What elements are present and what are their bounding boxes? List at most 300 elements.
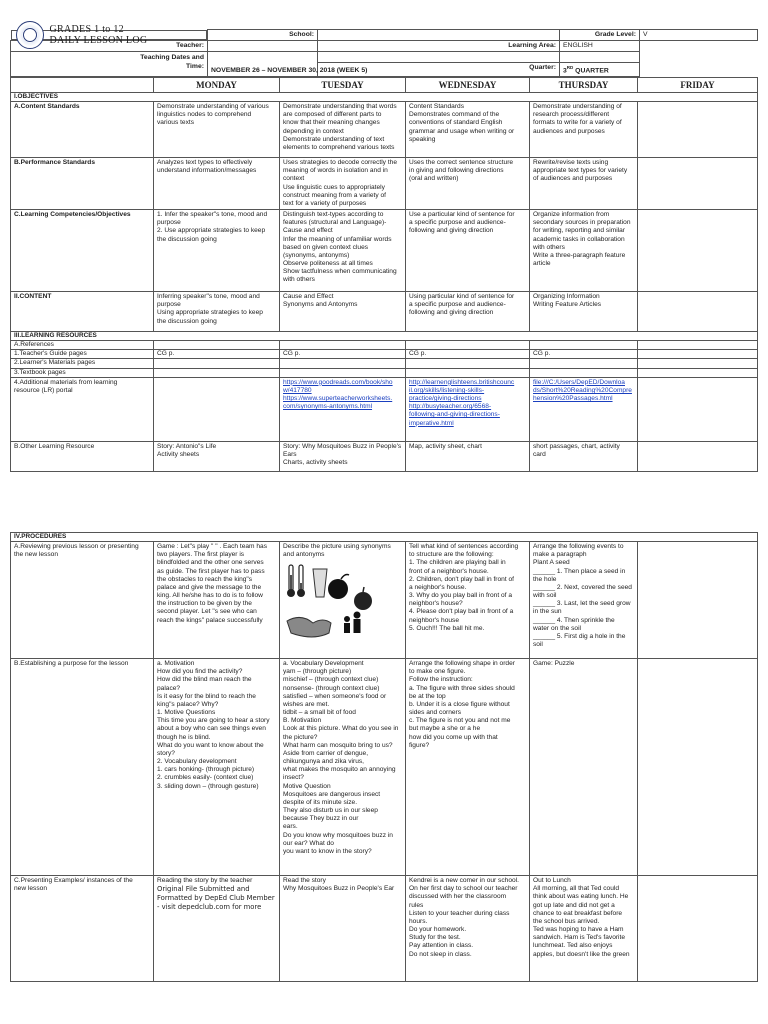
wednesday-cell[interactable] (406, 542, 530, 659)
text-line: purpose (157, 301, 181, 309)
text-line: front of a neighbor's house. (409, 567, 489, 575)
text-line: Ted was hoping to have a Ham (533, 926, 624, 934)
teachers-guide-row (11, 350, 758, 359)
friday-cell[interactable] (638, 876, 758, 982)
row-label: B.Other Learning Resource (11, 441, 154, 471)
text-line: Game : Let"s play " " . Each team has (157, 543, 268, 550)
text-line: a. Motivation (157, 660, 195, 667)
teacher-label: Teacher: (11, 41, 208, 52)
text-line: Do your homework. (409, 926, 467, 934)
text-line: palace and give the message to the (157, 583, 262, 591)
day-wednesday: WEDNESDAY (406, 78, 530, 93)
text-line: because They buzz in our (283, 815, 359, 823)
procedures-heading: IV.PROCEDURES (11, 533, 758, 542)
text-line: They also disturb us in our sleep (283, 807, 378, 815)
text-line: sides and corners (409, 709, 462, 717)
quarter-word: QUARTER (573, 66, 609, 74)
text-line: Listen to your teacher during class (409, 909, 510, 917)
resource-link[interactable]: com/synonyms-antonyms.html (283, 403, 373, 411)
text-line: Infer the meaning of unfamiliar words (283, 235, 392, 243)
text-line: Map, activity sheet, chart (409, 442, 482, 450)
text-line: apples, but doesn't like the green (533, 950, 630, 958)
tuesday-text (283, 543, 402, 559)
text-line: Look at this picture. What do you see in (283, 725, 399, 733)
resource-link[interactable]: ds/Short%20Reading%20Compre (533, 386, 632, 394)
content-standards-row (11, 102, 758, 158)
text-line: Original File Submitted and (157, 885, 250, 894)
text-line: the new lesson (14, 551, 58, 559)
performance-standards-row (11, 158, 758, 210)
tuesday-links[interactable] (280, 377, 406, 441)
monday-cell[interactable] (154, 341, 280, 350)
deped-club-signature (157, 885, 276, 911)
thursday-cell[interactable] (530, 441, 638, 471)
text-line: but maybe a she or a he (409, 725, 481, 733)
text-line: how did you come up with that (409, 733, 498, 741)
procedures-table (10, 532, 758, 982)
resource-link[interactable]: w/417780 (283, 386, 312, 394)
wednesday-cell[interactable] (406, 441, 530, 471)
resource-link[interactable]: following-and-giving-directions- (409, 411, 500, 419)
text-line: water on the soil (533, 624, 582, 632)
text-line: All morning, all that Ted could (533, 885, 620, 893)
text-line: Distinguish text-types according to (283, 211, 384, 219)
day-header-row (11, 78, 758, 93)
text-line: Rewrite/revise texts using (533, 159, 609, 166)
monday-cell[interactable] (154, 292, 280, 332)
resource-link[interactable]: http://busyteacher.org/6568- (409, 403, 492, 411)
text-line: hours. (409, 917, 428, 925)
friday-cell[interactable] (638, 210, 758, 292)
thursday-cell[interactable] (530, 359, 638, 368)
text-line: discussed with her the classroom (409, 893, 507, 901)
tuesday-cell[interactable] (280, 210, 406, 292)
text-line: you want to know in the story? (283, 847, 372, 855)
thursday-cell[interactable] (530, 210, 638, 292)
references-row (11, 341, 758, 350)
blank-label (318, 52, 560, 63)
teacher-field[interactable] (208, 41, 318, 52)
text-line: Write a three-paragraph feature (533, 251, 626, 259)
text-line: king"s palace? Why? (157, 700, 219, 708)
text-line: ______ 3. Last, let the seed grow (533, 600, 631, 608)
monday-cell[interactable] (154, 210, 280, 292)
friday-cell[interactable] (638, 542, 758, 659)
picture-collage (283, 561, 402, 651)
text-line: c. The figure is not you and not me (409, 717, 511, 725)
text-line: the school bus arrived. (533, 917, 600, 925)
row-label (11, 542, 154, 659)
wednesday-cell[interactable] (406, 210, 530, 292)
text-line: 1. Infer the speaker"s tone, mood and (157, 211, 268, 219)
text-line: Organizing Information (533, 293, 600, 301)
grade-level-label: Grade Level: (560, 30, 640, 41)
tuesday-cell[interactable] (280, 158, 406, 210)
learning-area-field[interactable]: ENGLISH (560, 41, 640, 52)
tuesday-cell[interactable] (280, 659, 406, 876)
text-line: (synonyms, antonyms) (283, 251, 350, 259)
bomb-icon (328, 575, 349, 600)
friday-cell[interactable] (638, 359, 758, 368)
text-line: in the sun (533, 608, 562, 616)
text-line: ______ 5. First dig a hole in the (533, 632, 626, 640)
wednesday-cell[interactable]: CG p. (406, 350, 530, 359)
text-line: Arrange the following events to (533, 543, 624, 550)
text-line: 3. sliding down – (through gesture) (157, 782, 259, 790)
text-line: 4.Additional materials from learning (14, 378, 118, 386)
wednesday-cell[interactable] (406, 359, 530, 368)
text-line: depending in context (283, 127, 344, 135)
handshake-icon (287, 618, 331, 638)
text-line: Game: Puzzle (533, 660, 575, 667)
resource-link[interactable]: practice/giving-directions (409, 395, 482, 403)
blank-field (560, 52, 640, 63)
text-line: figure? (409, 741, 430, 749)
row-label: C.Learning Competencies/Objectives (11, 210, 154, 292)
text-line: Study for the test. (409, 934, 461, 942)
tuesday-cell[interactable] (280, 441, 406, 471)
tuesday-cell[interactable] (280, 368, 406, 377)
text-line: 1. The children are playing ball in (409, 559, 506, 567)
row-label: 3.Textbook pages (11, 368, 154, 377)
text-line: Pay attention in class. (409, 942, 474, 950)
friday-cell[interactable] (638, 377, 758, 441)
text-line: Arrange the following shape in order (409, 660, 515, 667)
text-line: card (533, 450, 546, 458)
other-resources-row (11, 441, 758, 471)
monday-cell[interactable] (154, 876, 280, 982)
resource-link[interactable]: https://www.goodreads.com/book/sho (283, 378, 393, 386)
text-line: resource (LR) portal (14, 386, 73, 394)
text-line: Using particular kind of sentence for (409, 293, 515, 301)
text-line: linguistics nodes to comprehend (157, 111, 252, 119)
text-line: formats to write for a variety of (533, 119, 622, 127)
text-line: rules (409, 901, 424, 909)
dates-label-line-1: Teaching Dates and (140, 54, 204, 61)
text-line: Do you know why mosquitoes buzz in (283, 831, 393, 839)
text-line: Kendrei is a new comer in our school. (409, 877, 519, 884)
resource-link[interactable]: https://www.superteacherworksheets. (283, 395, 393, 403)
text-line: Use a particular kind of sentence for (409, 211, 515, 219)
text-line: make a paragraph (533, 551, 587, 559)
text-line: Motive Question (283, 782, 331, 790)
wednesday-cell[interactable] (406, 292, 530, 332)
text-line: despite of its minute size. (283, 798, 358, 806)
text-line: Demonstrate understanding that words (283, 103, 397, 110)
thursday-cell[interactable] (530, 102, 638, 158)
text-line: Out to Lunch (533, 877, 571, 884)
monday-cell[interactable]: CG p. (154, 350, 280, 359)
text-line: Demonstrate understanding of various (157, 103, 269, 110)
text-line: following and giving direction (409, 309, 494, 317)
tuesday-cell[interactable] (280, 292, 406, 332)
text-line: Demonstrate understanding of (533, 103, 622, 110)
text-line: Reading the story by the teacher (157, 877, 253, 884)
row-label: A.References (11, 341, 154, 350)
row-label: B.Performance Standards (11, 158, 154, 210)
text-line: Read the story (283, 877, 326, 884)
text-line: Uses strategies to decode correctly the (283, 159, 397, 166)
resources-section-row (11, 332, 758, 341)
text-line: blindfolded and the other one serves (157, 559, 264, 567)
text-line: got up late and did not get a (533, 901, 615, 909)
header-table (10, 23, 758, 77)
text-line: Cause and Effect (283, 293, 334, 301)
resource-link[interactable]: imperative.html (409, 419, 454, 427)
row-label: 1.Teacher's Guide pages (11, 350, 154, 359)
thursday-cell[interactable] (530, 292, 638, 332)
text-line: for writing, reporting and similar (533, 227, 625, 235)
text-line: B.Establishing a purpose for the lesson (14, 660, 129, 667)
text-line: short passages, chart, activity (533, 442, 620, 450)
resource-link[interactable]: hension%20Passages.html (533, 395, 613, 403)
row-label (11, 659, 154, 876)
school-label: School: (208, 30, 318, 41)
text-line: elements to comprehend various texts (283, 143, 395, 151)
resource-link[interactable]: file:///C:/Users/DepED/Downloa (533, 378, 625, 386)
text-line: are composed of different parts to (283, 111, 382, 119)
friday-cell[interactable] (638, 659, 758, 876)
text-line: secondary sources in preparation (533, 219, 631, 227)
text-line: two players. The first player is (157, 551, 245, 559)
apple-icon (354, 587, 372, 610)
text-line: Is it easy for the blind to reach the (157, 692, 256, 700)
text-line: tidbit – a small bit of food (283, 709, 356, 717)
friday-cell[interactable] (638, 292, 758, 332)
learners-materials-row (11, 359, 758, 368)
text-line: ______ 2. Next, covered the seed (533, 583, 632, 591)
tuesday-cell[interactable] (280, 359, 406, 368)
thursday-cell[interactable] (530, 368, 638, 377)
resource-link[interactable]: il.org/skills/listening-skills- (409, 386, 485, 394)
resource-link[interactable]: http://learnenglishteens.britishcounc (409, 378, 515, 386)
text-line: Inferring speaker"s tone, mood and (157, 293, 260, 301)
tuesday-cell[interactable]: CG p. (280, 350, 406, 359)
text-line: a specific purpose and audience- (409, 219, 506, 227)
text-line: Do not sleep in class. (409, 950, 472, 958)
deped-seal-icon (16, 21, 44, 49)
quarter-field[interactable] (560, 62, 640, 76)
text-line: mischief – (through context clue) (283, 676, 379, 684)
row-label: A.Content Standards (11, 102, 154, 158)
resources-heading: III.LEARNING RESOURCES (11, 332, 758, 341)
thursday-cell[interactable] (530, 341, 638, 350)
text-line: palace? (157, 684, 181, 692)
monday-cell[interactable] (154, 377, 280, 441)
text-line: new lesson (14, 885, 47, 893)
text-line: Writing Feature Articles (533, 301, 602, 309)
text-line: conventions of standard English (409, 119, 503, 127)
tuesday-cell[interactable] (280, 876, 406, 982)
thursday-cell[interactable] (530, 542, 638, 659)
wednesday-cell[interactable] (406, 102, 530, 158)
text-line: ______ 1. Then place a seed in (533, 567, 626, 575)
text-line: Describe the picture using synonyms (283, 543, 391, 550)
text-line: yam – (through picture) (283, 668, 352, 676)
text-line: context (283, 175, 305, 183)
text-line: Story: Antonio"s Life (157, 442, 217, 450)
monday-text (157, 877, 276, 885)
text-line: 2. Vocabulary development (157, 758, 237, 766)
text-line: article (533, 260, 551, 268)
monday-cell[interactable] (154, 359, 280, 368)
people-icon (344, 612, 361, 634)
wednesday-cell[interactable] (406, 341, 530, 350)
text-line: about a boy who can see things even (157, 725, 266, 733)
day-friday: FRIDAY (638, 78, 758, 93)
text-line: neighbor's house (409, 616, 460, 624)
text-line: What harm can mosquito bring to us? (283, 741, 393, 749)
friday-cell[interactable] (638, 341, 758, 350)
lesson-log-table (10, 77, 758, 472)
text-line: ears. (283, 823, 298, 831)
text-line: be at the top (409, 692, 446, 700)
objectives-section-row (11, 93, 758, 102)
text-line: reach the kings" palace successfully (157, 616, 263, 624)
text-line: the obstacles to reach the king"s (157, 575, 253, 583)
text-line: B. Motivation (283, 717, 322, 725)
wednesday-cell[interactable] (406, 158, 530, 210)
purpose-row (11, 659, 758, 876)
friday-cell[interactable] (638, 368, 758, 377)
thursday-cell[interactable] (530, 876, 638, 982)
monday-cell[interactable] (154, 542, 280, 659)
text-line: appropriate text types for variety (533, 167, 628, 175)
dates-field[interactable]: NOVEMBER 26 – NOVEMBER 30, 2018 (WEEK 5) (208, 52, 318, 77)
wednesday-cell[interactable] (406, 876, 530, 982)
text-line: chikungunya and zika virus, (283, 758, 365, 766)
text-line: wishes are met. (283, 700, 330, 708)
text-line: Mosquitoes are dangerous insect (283, 790, 381, 798)
text-line: Tell what kind of sentences according (409, 543, 519, 550)
text-line: with others (283, 276, 315, 284)
text-line: as guide. The first player has to pass (157, 567, 265, 575)
text-line: grammar and usage when writing or (409, 127, 515, 135)
thursday-links[interactable] (530, 377, 638, 441)
text-line: audiences and purposes (533, 127, 605, 135)
text-line: king. All he/she has to do is to follow (157, 592, 263, 600)
form-title (50, 24, 148, 46)
text-line: (oral and written) (409, 175, 459, 183)
wednesday-cell[interactable] (406, 659, 530, 876)
dates-label-line-2: Time: (185, 63, 204, 70)
monday-cell[interactable] (154, 158, 280, 210)
text-line: Use linguistic cues to appropriately (283, 183, 385, 191)
quarter-label: Quarter: (318, 62, 560, 76)
text-line: neighbor's house? (409, 600, 463, 608)
text-line: Follow the instruction: (409, 676, 473, 684)
friday-cell[interactable] (638, 158, 758, 210)
text-line: research process/different (533, 111, 610, 119)
text-line: sandwich. Ham is Ted's favorite (533, 934, 626, 942)
text-line: This time you are going to hear a story (157, 717, 270, 725)
tuesday-cell[interactable] (280, 542, 406, 659)
text-line: 2. Use appropriate strategies to keep (157, 227, 266, 235)
text-line: chance to eat breakfast before (533, 909, 623, 917)
day-tuesday: TUESDAY (280, 78, 406, 93)
row-label (11, 377, 154, 441)
monday-cell[interactable] (154, 102, 280, 158)
text-line: nonsense- (through context clue) (283, 684, 380, 692)
tuesday-cell[interactable] (280, 102, 406, 158)
text-line: purpose (157, 219, 181, 227)
text-line: What do you want to know about the (157, 741, 264, 749)
text-line: Plant A seed (533, 559, 570, 567)
examples-row (11, 876, 758, 982)
text-line: Formatted by DepEd Club Member (157, 894, 275, 902)
text-line: a. The figure with three sides should (409, 684, 515, 692)
friday-cell[interactable] (638, 102, 758, 158)
friday-cell[interactable] (638, 441, 758, 471)
grade-level-field[interactable]: V (640, 30, 758, 41)
school-field[interactable] (318, 30, 560, 41)
text-line: Ears (283, 450, 297, 458)
monday-cell[interactable] (154, 659, 280, 876)
text-line: How did you find the activity? (157, 668, 243, 676)
row-label: II.CONTENT (11, 292, 154, 332)
text-line: based on given context clues (283, 243, 369, 251)
text-line: Analyzes text types to effectively (157, 159, 253, 166)
text-line: 4. Please don't play ball in front of a (409, 608, 514, 616)
thursday-cell[interactable] (530, 158, 638, 210)
title-line-2: DAILY LESSON LOG (49, 34, 148, 46)
text-line: lunchmeat. Ted also enjoys (533, 942, 613, 950)
dates-label (11, 52, 208, 77)
text-line: though he is blind. (157, 733, 211, 741)
text-line: a. Vocabulary Development (283, 660, 364, 667)
text-line: think about was eating lunch. He (533, 893, 629, 901)
text-line: Content Standards (409, 103, 464, 110)
tuesday-cell[interactable] (280, 341, 406, 350)
text-line: understand information/messages (157, 167, 257, 175)
text-line: the picture? (283, 733, 318, 741)
objectives-heading: I.OBJECTIVES (11, 93, 758, 102)
row-label (11, 876, 154, 982)
text-line: text for a variety of purposes (283, 199, 367, 207)
text-line: the instruction to be given by the (157, 600, 252, 608)
wednesday-links[interactable] (406, 377, 530, 441)
text-line: to make one figure. (409, 668, 466, 676)
text-line: 2. Children, don't play ball in front of (409, 575, 514, 583)
text-line: b. Under it is a close figure without (409, 700, 510, 708)
textbook-row (11, 368, 758, 377)
text-line: meaning of words in isolation and in (283, 167, 388, 175)
text-line: in giving and following directions (409, 167, 504, 175)
text-line: what makes the mosquito an annoying (283, 766, 396, 774)
monday-cell[interactable] (154, 441, 280, 471)
text-line: Synonyms and Antonyms (283, 301, 358, 309)
thursday-cell[interactable]: CG p. (530, 350, 638, 359)
reviewing-row (11, 542, 758, 659)
friday-cell[interactable] (638, 350, 758, 359)
text-line: and antonyms (283, 551, 325, 559)
competencies-row (11, 210, 758, 292)
text-line: ______ 4. Then sprinkle the (533, 616, 615, 624)
learning-area-label: Learning Area: (318, 41, 560, 52)
text-line: Activity sheets (157, 450, 200, 458)
wednesday-cell[interactable] (406, 368, 530, 377)
day-thursday: THURSDAY (530, 78, 638, 93)
text-line: story? (157, 749, 175, 757)
text-line: Observe politeness at all times (283, 260, 373, 268)
text-line: a specific purpose and audience- (409, 301, 506, 309)
monday-cell[interactable] (154, 368, 280, 377)
text-line: soil (533, 641, 543, 649)
text-line: Uses the correct sentence structure (409, 159, 514, 166)
collage-svg (283, 561, 401, 651)
text-line: Cause and effect (283, 227, 333, 235)
thursday-cell[interactable] (530, 659, 638, 876)
